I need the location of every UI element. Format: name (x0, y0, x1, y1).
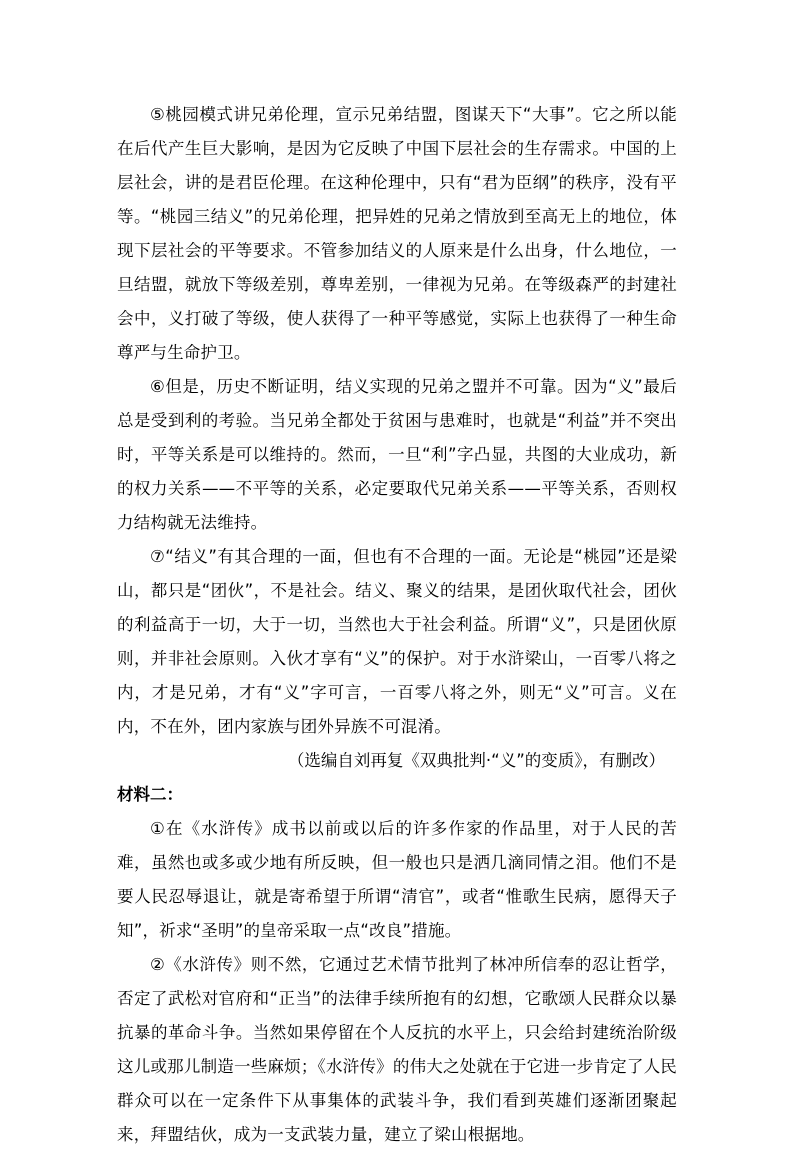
paragraph-5: ⑤桃园模式讲兄弟伦理，宣示兄弟结盟，图谋天下“大事”。它之所以能在后代产生巨大影响，是因为它反映了中国下层社会的生存需求。中国的上层社会，讲的是君臣伦理。在这种伦理中，只有“君为臣纲”的秩序，没有平等。“桃园三结义”的兄弟伦理，把异姓的兄弟之情放到至高无上的地位，体现下层社会的平等要求。不管参加结义的人原来是什么出身，什么地位，一旦结盟，就放下等级差别，尊卑差别，一律视为兄弟。在等级森严的封建社会中，义打破了等级，使人获得了一种平等感觉，实际上也获得了一种生命尊严与生命护卫。 (117, 105, 677, 362)
document-page (117, 98, 677, 1152)
source-citation: （选编自刘再复《双典批判·“义”的变质》，有删改） (287, 751, 665, 770)
paragraph-2: ②《水浒传》则不然，它通过艺术情节批判了林冲所信奉的忍让哲学，否定了武松对官府和“正当”的法律手续所抱有的幻想，它歌颂人民群众以暴抗暴的革命斗争。当然如果停留在个人反抗的水平上，只会给封建统治阶级这儿或那儿制造一些麻烦；《水浒传》的伟大之处就在于它进一步肯定了人民群众可以在一定条件下从事集体的武装斗争，我们看到英雄们逐渐团聚起来，拜盟结伙，成为一支武装力量，建立了梁山根据地。 (117, 955, 677, 1144)
paragraph-6: ⑥但是，历史不断证明，结义实现的兄弟之盟并不可靠。因为“义”最后总是受到利的考验。当兄弟全都处于贫困与患难时，也就是“利益”并不突出时，平等关系是可以维持的。然而，一旦“利”字凸显，共图的大业成功，新的权力关系——不平等的关系，必定要取代兄弟关系——平等关系，否则权力结构就无法维持。 (117, 377, 677, 532)
material-2-heading: 材料二： (117, 785, 183, 804)
paragraph-1: ①在《水浒传》成书以前或以后的许多作家的作品里，对于人民的苦难，虽然也或多或少地有所反映，但一般也只是洒几滴同情之泪。他们不是要人民忍辱退让，就是寄希望于所谓“清官”，或者“惟歌生民病，愿得天子知”，祈求“圣明”的皇帝采取一点“改良”措施。 (117, 819, 677, 940)
paragraph-7: ⑦“结义”有其合理的一面，但也有不合理的一面。无论是“桃园”还是梁山，都只是“团伙”，不是社会。结义、聚义的结果，是团伙取代社会，团伙的利益高于一切，大于一切，当然也大于社会利益。所谓“义”，只是团伙原则，并非社会原则。入伙才享有“义”的保护。对于水浒梁山，一百零八将之内，才是兄弟，才有“义”字可言，一百零八将之外，则无“义”可言。义在内，不在外，团内家族与团外异族不可混淆。 (117, 547, 677, 736)
